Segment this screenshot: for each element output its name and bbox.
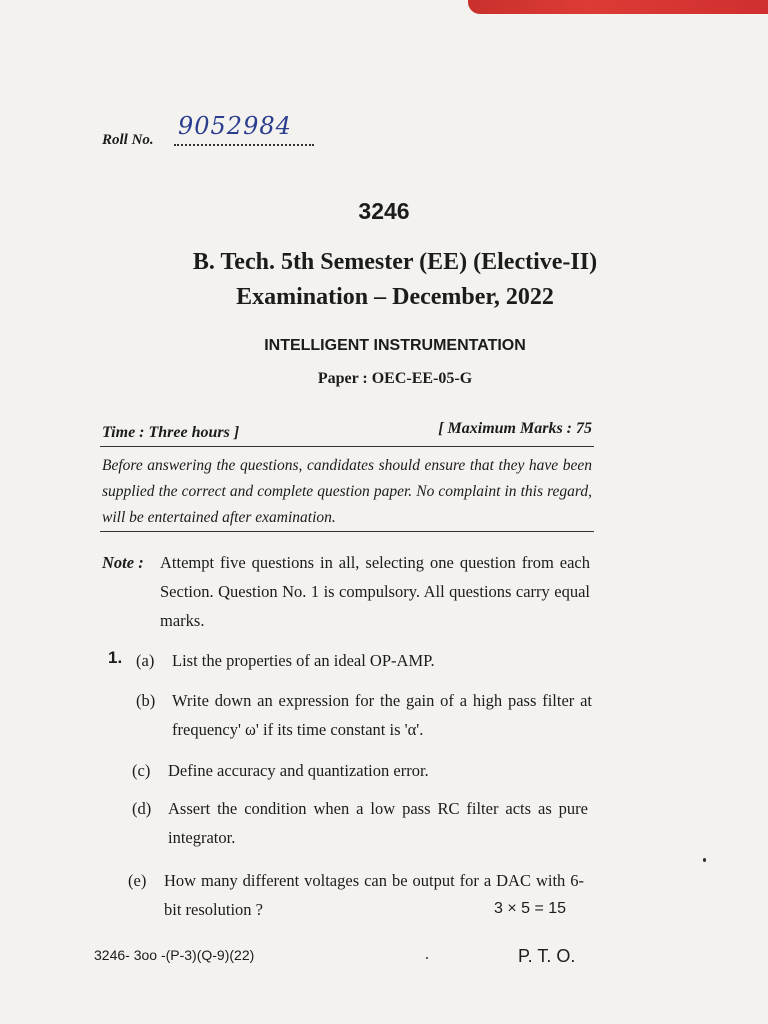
page-turn-over: P. T. O. bbox=[518, 946, 576, 966]
roll-number-field bbox=[102, 112, 342, 156]
part-text: List the properties of an ideal OP-AMP. bbox=[172, 651, 435, 670]
paper-id: Paper : OEC-EE-05-G bbox=[317, 370, 473, 387]
time-allowed: Time : Three hours ] bbox=[102, 424, 240, 441]
part-label: (e) bbox=[128, 871, 147, 890]
roll-number-label: Roll No. bbox=[102, 132, 154, 148]
question-number: 1. bbox=[108, 648, 123, 667]
candidate-instruction: Before answering the questions, candidates should ensure that they have been supplied the correct and complete question paper. No complaint in this regard, will be entertained after examination. bbox=[102, 457, 592, 526]
roll-number-handwritten: 9052984 bbox=[178, 112, 292, 140]
subject-title: INTELLIGENT INSTRUMENTATION bbox=[264, 337, 526, 354]
ink-speck bbox=[703, 858, 706, 862]
divider-bottom bbox=[100, 531, 594, 532]
exam-session: Examination – December, 2022 bbox=[236, 284, 554, 310]
part-text: Define accuracy and quantization error. bbox=[168, 761, 429, 780]
exam-title: B. Tech. 5th Semester (EE) (Elective-II) bbox=[192, 249, 598, 275]
maximum-marks: [ Maximum Marks : 75 bbox=[438, 420, 592, 437]
part-label: (a) bbox=[136, 651, 155, 670]
part-label: (b) bbox=[136, 691, 156, 710]
part-text: How many different voltages can be output for a DAC with 6-bit resolution ? bbox=[164, 871, 584, 919]
part-text: Assert the condition when a low pass RC filter acts as pure integrator. bbox=[168, 799, 588, 847]
part-text: Write down an expression for the gain of a high pass filter at frequency' ω' if its time constant is 'α'. bbox=[172, 691, 592, 739]
part-label: (d) bbox=[132, 799, 152, 818]
note-label: Note : bbox=[102, 553, 144, 572]
roll-number-dotted-line bbox=[174, 144, 314, 146]
question-marks: 3 × 5 = 15 bbox=[494, 900, 567, 917]
red-edge-decoration bbox=[468, 0, 768, 14]
part-label: (c) bbox=[132, 761, 151, 780]
divider-top bbox=[100, 446, 594, 447]
ink-speck bbox=[426, 957, 428, 959]
paper-code: 3246 bbox=[358, 198, 410, 224]
footer-code: 3246- 3oo -(P-3)(Q-9)(22) bbox=[94, 947, 255, 963]
note-text: Attempt five questions in all, selecting one question from each Section. Question No. 1 is compulsory. All questions carry equal marks. bbox=[160, 553, 590, 630]
